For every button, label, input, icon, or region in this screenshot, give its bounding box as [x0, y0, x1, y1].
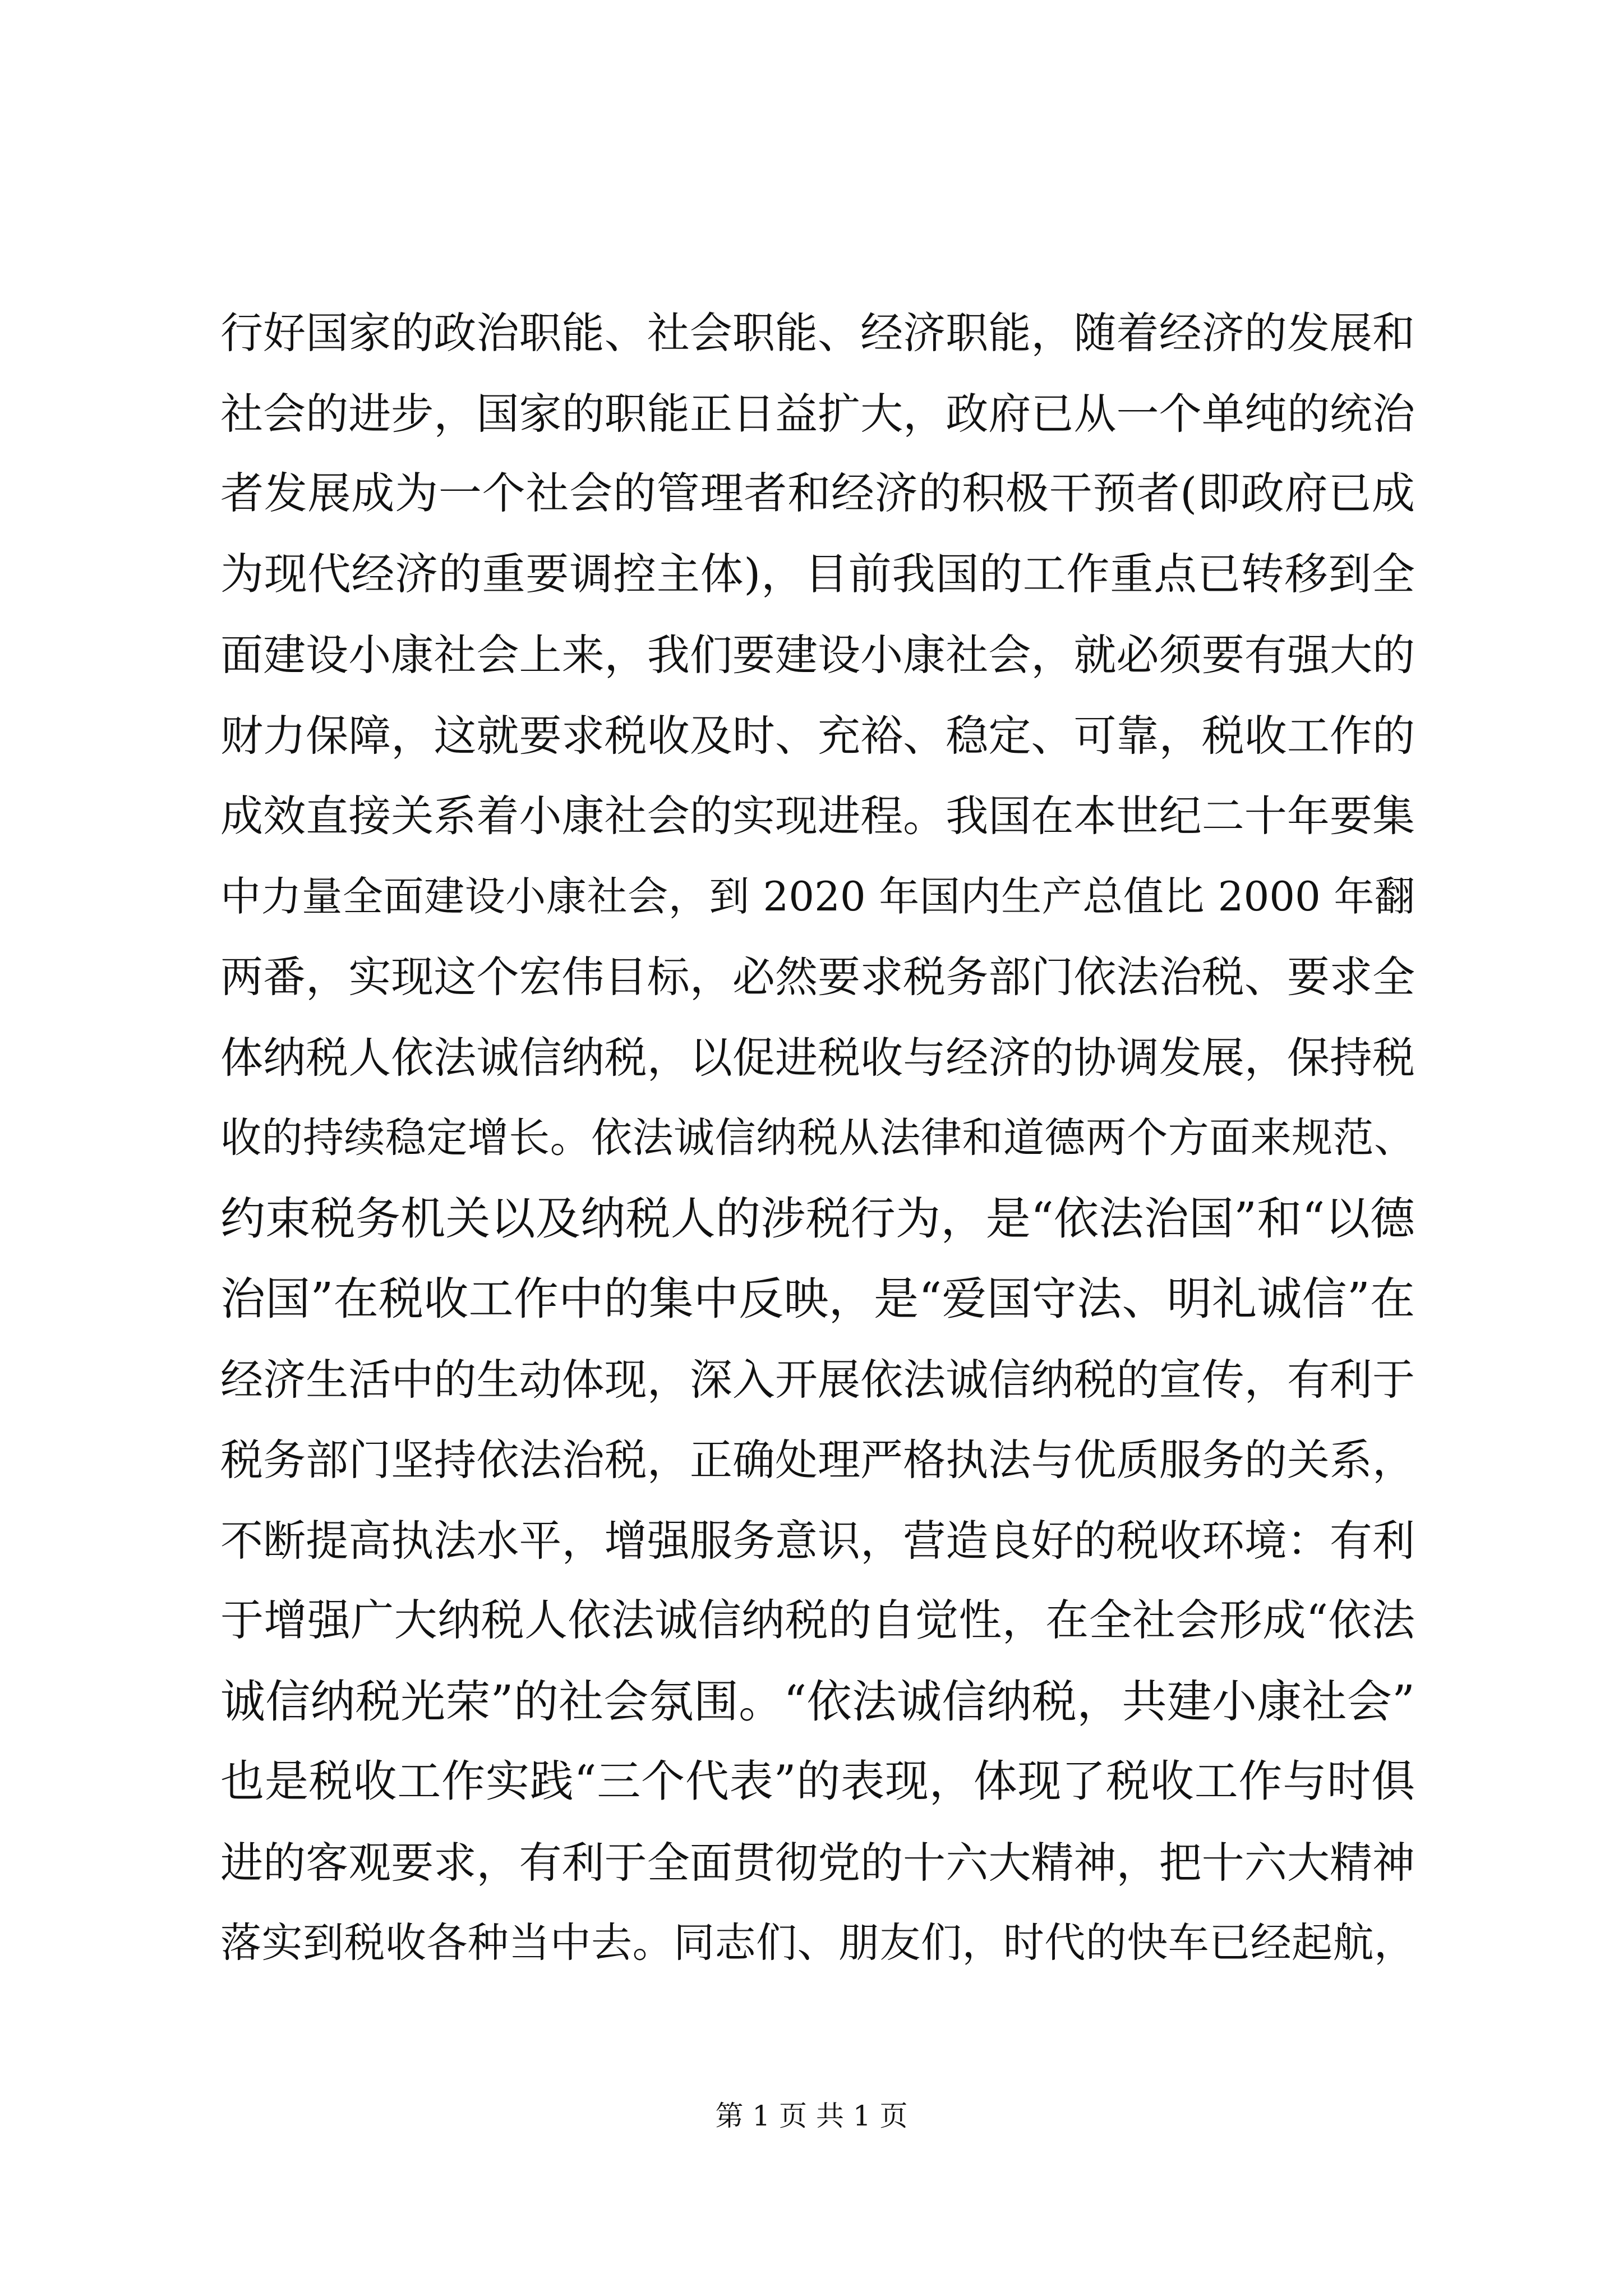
text-line: 财力保障，这就要求税收及时、充裕、稳定、可靠，税收工作的 — [220, 710, 1415, 761]
text-line: 成效直接关系着小康社会的实现进程。我国在本世纪二十年要集 — [220, 791, 1415, 841]
text-line: 不断提高执法水平，增强服务意识，营造良好的税收环境：有利 — [220, 1515, 1415, 1566]
text-line: 为现代经济的重要调控主体)，目前我国的工作重点已转移到全 — [220, 549, 1415, 600]
text-line: 面建设小康社会上来，我们要建设小康社会，就必须要有强大的 — [220, 630, 1415, 680]
text-line: 约束税务机关以及纳税人的涉税行为，是“依法治国”和“以德 — [220, 1192, 1415, 1245]
text-line: 诚信纳税光荣”的社会氛围。“依法诚信纳税，共建小康社会” — [220, 1675, 1415, 1728]
text-line: 于增强广大纳税人依法诚信纳税的自觉性，在全社会形成“依法 — [220, 1596, 1415, 1646]
page-number-footer: 第 1 页 共 1 页 — [715, 2100, 908, 2132]
text-line: 税务部门坚持依法治税，正确处理严格执法与优质服务的关系， — [220, 1435, 1415, 1485]
text-line: 两番，实现这个宏伟目标，必然要求税务部门依法治税、要求全 — [220, 952, 1415, 1002]
text-line: 收的持续稳定增长。依法诚信纳税从法律和道德两个方面来规范、 — [220, 1114, 1415, 1162]
text-line: 进的客观要求，有利于全面贯彻党的十六大精神，把十六大精神 — [220, 1837, 1415, 1888]
text-line: 者发展成为一个社会的管理者和经济的积极干预者(即政府已成 — [220, 469, 1415, 519]
text-line: 中力量全面建设小康社会，到 2020 年国内生产总值比 2000 年翻 — [220, 872, 1415, 920]
text-line: 治国”在税收工作中的集中反映，是“爱国守法、明礼诚信”在 — [220, 1273, 1415, 1325]
text-line: 社会的进步，国家的职能正日益扩大，政府已从一个单纯的统治 — [220, 388, 1415, 439]
text-line: 落实到税收各种当中去。同志们、朋友们，时代的快车已经起航， — [220, 1919, 1415, 1967]
text-line: 体纳税人依法诚信纳税，以促进税收与经济的协调发展，保持税 — [220, 1032, 1415, 1083]
document-body — [220, 293, 1415, 1984]
text-line: 也是税收工作实践“三个代表”的表现，体现了税收工作与时俱 — [220, 1756, 1415, 1807]
text-line: 行好国家的政治职能、社会职能、经济职能，随着经济的发展和 — [220, 308, 1415, 358]
text-line: 经济生活中的生动体现，深入开展依法诚信纳税的宣传，有利于 — [220, 1354, 1415, 1405]
